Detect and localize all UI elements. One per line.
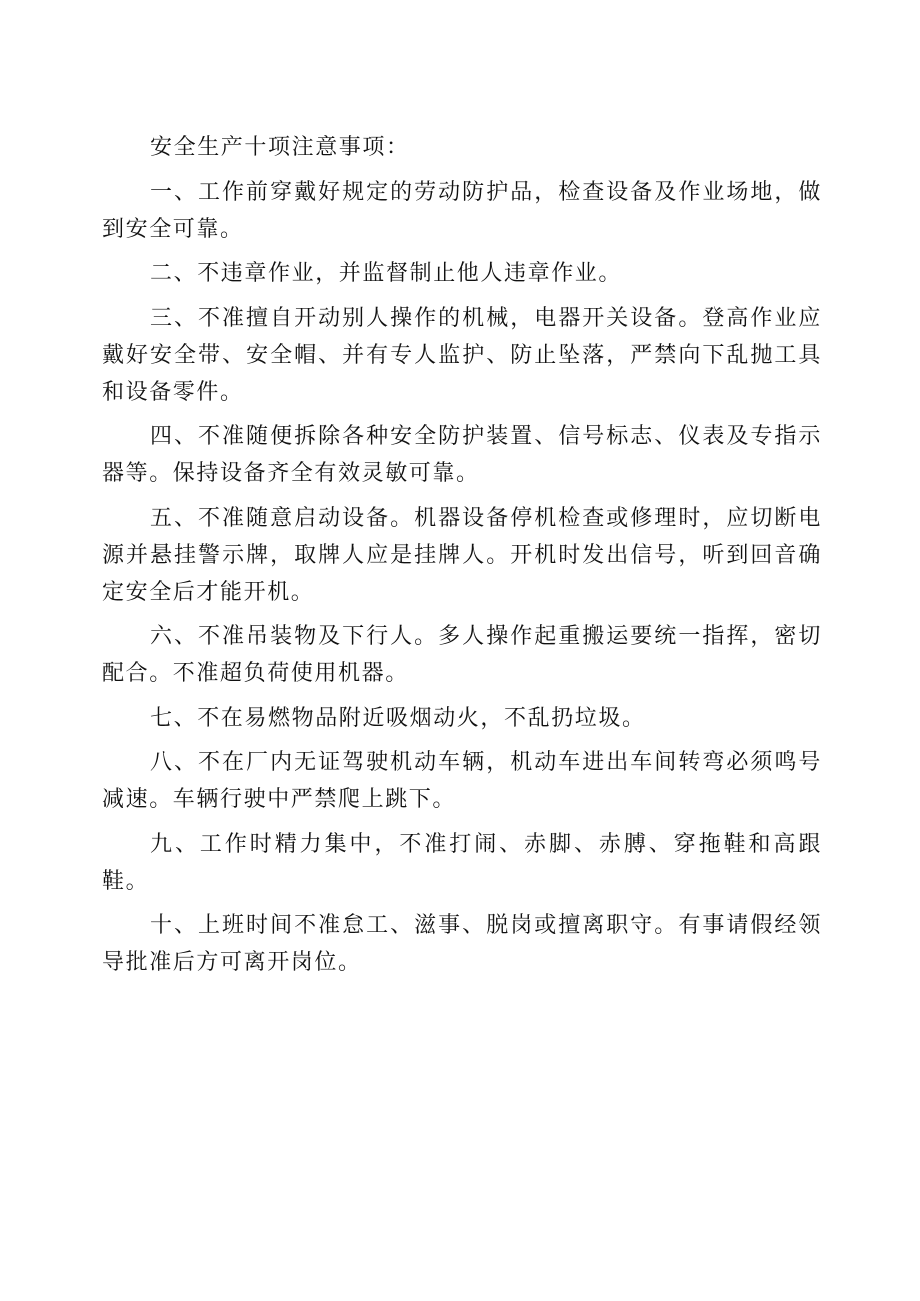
rule-item-6: 六、不准吊装物及下行人。多人操作起重搬运要统一指挥，密切配合。不准超负荷使用机器。 — [102, 624, 822, 686]
rule-item-10: 十、上班时间不准怠工、滋事、脱岗或擅离职守。有事请假经领导批准后方可离开岗位。 — [102, 913, 822, 975]
rule-item-7: 七、不在易燃物品附近吸烟动火，不乱扔垃圾。 — [150, 705, 646, 731]
document-heading: 安全生产十项注意事项： — [150, 135, 410, 160]
rule-item-1: 一、工作前穿戴好规定的劳动防护品，检查设备及作业场地，做到安全可靠。 — [102, 179, 822, 242]
document-body — [102, 129, 822, 989]
rule-item-2: 二、不违章作业，并监督制止他人违章作业。 — [150, 261, 623, 286]
rule-item-4: 四、不准随便拆除各种安全防护装置、信号标志、仪表及专指示器等。保持设备齐全有效灵敏可靠。 — [102, 424, 822, 486]
rule-item-3: 三、不准擅自开动别人操作的机械，电器开关设备。登高作业应戴好安全带、安全帽、并有专人监护、防止坠落，严禁向下乱抛工具和设备零件。 — [102, 305, 822, 405]
rule-item-9: 九、工作时精力集中，不准打闹、赤脚、赤膊、穿拖鞋和高跟鞋。 — [102, 831, 822, 894]
rule-item-5: 五、不准随意启动设备。机器设备停机检查或修理时，应切断电源并悬挂警示牌，取牌人应是挂牌人。开机时发出信号，听到回音确定安全后才能开机。 — [102, 505, 822, 605]
rule-item-8: 八、不在厂内无证驾驶机动车辆，机动车进出车间转弯必须鸣号减速。车辆行驶中严禁爬上跳下。 — [102, 750, 822, 812]
